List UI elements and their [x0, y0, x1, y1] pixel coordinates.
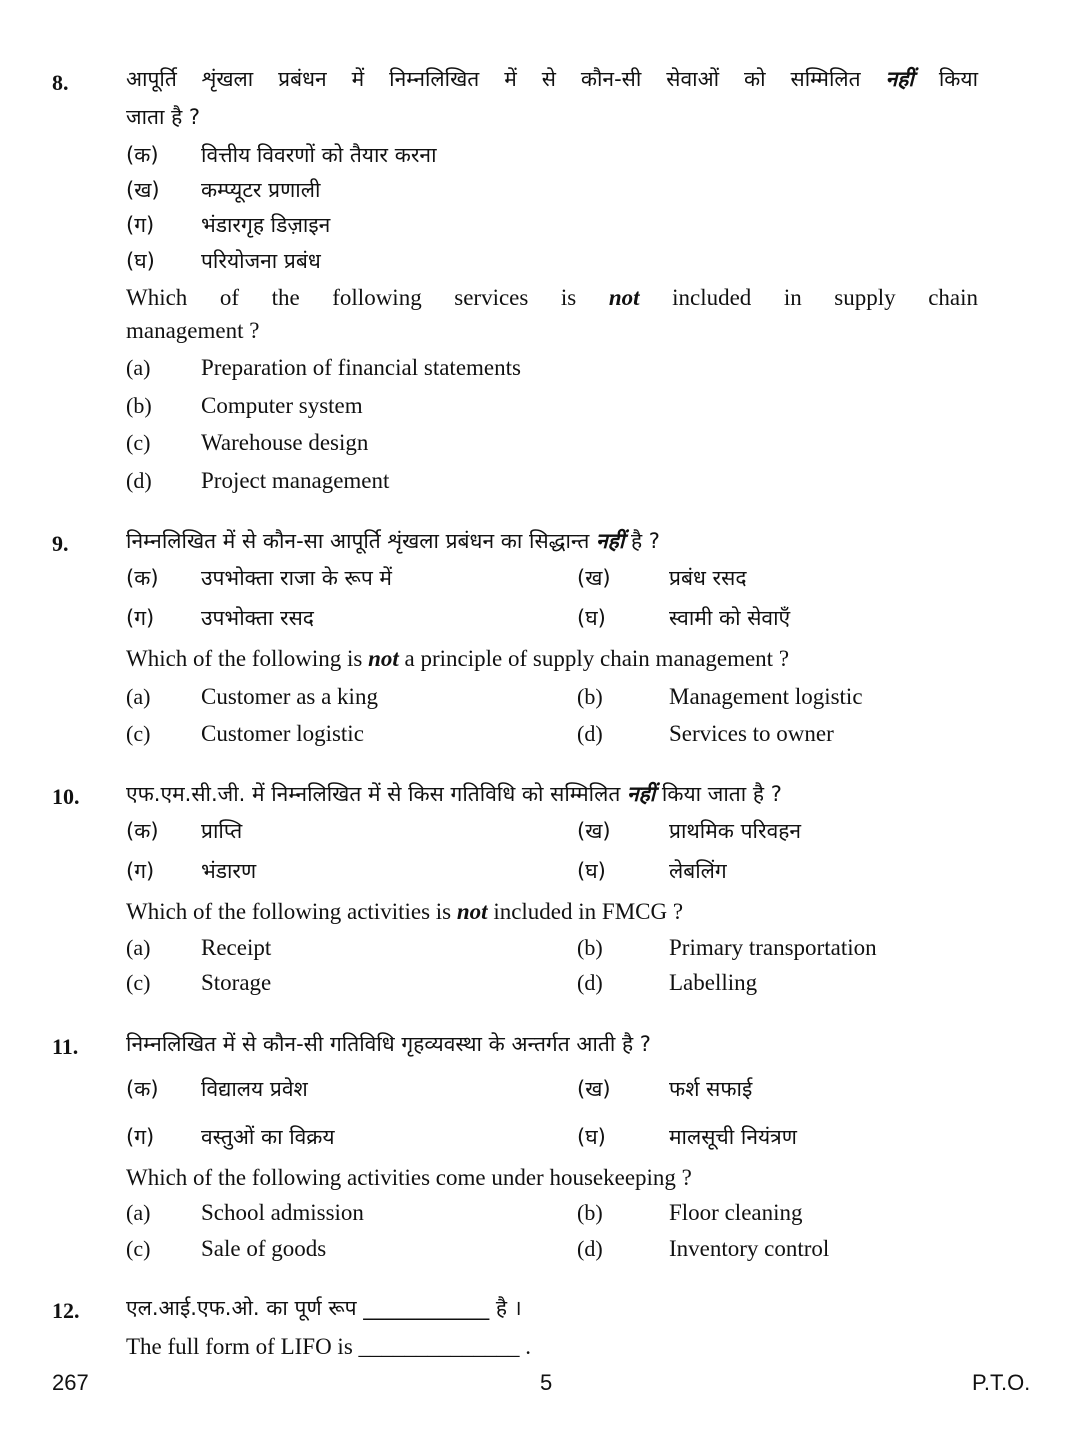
question-number: 10.: [52, 784, 80, 809]
question-text-part: किया जाता है ?: [661, 782, 782, 806]
option-label: (घ): [577, 1125, 606, 1149]
question-text-english: Which of the following activities come under housekeeping ?: [126, 1165, 692, 1190]
option-text: Floor cleaning: [669, 1200, 803, 1225]
option-text: फर्श सफाई: [669, 1077, 753, 1101]
question-text-hindi: [126, 779, 782, 809]
question-text-hindi: निम्नलिखित में से कौन-सी गतिविधि गृहव्यवस्था के अन्तर्गत आती है ?: [126, 1032, 651, 1056]
question-number: 12.: [52, 1298, 80, 1323]
option-label: (घ): [126, 249, 155, 273]
option-label: (क): [126, 143, 159, 167]
option-label: (a): [126, 355, 151, 380]
option-label: (c): [126, 970, 151, 995]
question-number: 11.: [52, 1034, 79, 1059]
option-label: (c): [126, 1236, 151, 1261]
option-label: (ख): [577, 566, 611, 590]
option-text: स्वामी को सेवाएँ: [669, 606, 791, 630]
option-text: उपभोक्ता राजा के रूप में: [201, 566, 392, 590]
option-text: Sale of goods: [201, 1236, 327, 1261]
option-label: (घ): [577, 606, 606, 630]
option-text: वित्तीय विवरणों को तैयार करना: [201, 143, 437, 167]
question-text-english: [126, 644, 789, 674]
question-text-part: निम्नलिखित में से कौन-सा आपूर्ति शृंखला प्रबंधन का सिद्धान्त: [126, 529, 590, 553]
page-number: 5: [540, 1370, 553, 1395]
question-text-hindi-cont: जाता है ?: [126, 105, 201, 129]
question-text-part: एफ.एम.सी.जी. में निम्नलिखित में से किस गतिविधि को सम्मिलित: [126, 782, 621, 806]
question-text-part: है ?: [630, 529, 660, 553]
option-label: (क): [126, 566, 159, 590]
option-text: Project management: [201, 468, 390, 493]
question-number: 9.: [52, 531, 69, 556]
negation-emphasis: नहीं: [596, 529, 625, 553]
option-label: (a): [126, 935, 151, 960]
question-text-part: included in supply chain: [672, 285, 979, 310]
question-text-english: The full form of LIFO is ______________ .: [126, 1334, 532, 1359]
negation-emphasis: नहीं: [626, 782, 656, 806]
question-text-part: Which of the following services is: [126, 285, 577, 310]
option-text: Preparation of financial statements: [201, 355, 521, 380]
option-label: (b): [577, 684, 603, 709]
option-text: लेबलिंग: [669, 859, 727, 883]
option-text: School admission: [201, 1200, 364, 1225]
option-text: भंडारण: [201, 859, 257, 883]
negation-emphasis: नहीं: [885, 67, 914, 91]
option-text: Storage: [201, 970, 272, 995]
option-text: प्रबंध रसद: [669, 566, 747, 590]
question-text-part: किया: [938, 67, 979, 91]
option-text: भंडारगृह डिज़ाइन: [201, 213, 331, 237]
option-text: मालसूची नियंत्रण: [669, 1125, 797, 1149]
question-number: 8.: [52, 70, 69, 95]
option-label: (b): [577, 1200, 603, 1225]
negation-emphasis: not: [456, 899, 488, 924]
option-label: (a): [126, 684, 151, 709]
question-text-hindi: [126, 64, 978, 94]
option-text: Receipt: [201, 935, 272, 960]
option-label: (b): [577, 935, 603, 960]
option-text: उपभोक्ता रसद: [201, 606, 314, 630]
option-label: (ख): [577, 1077, 611, 1101]
option-label: (ग): [126, 213, 155, 237]
option-text: परियोजना प्रबंध: [201, 249, 321, 273]
option-label: (ग): [126, 1125, 155, 1149]
option-text: Customer logistic: [201, 721, 364, 746]
option-text: Primary transportation: [669, 935, 877, 960]
option-text: Customer as a king: [201, 684, 378, 709]
question-text-part: Which of the following is: [126, 646, 363, 671]
option-text: Services to owner: [669, 721, 834, 746]
option-label: (घ): [577, 859, 606, 883]
option-text: Inventory control: [669, 1236, 830, 1261]
option-text: Computer system: [201, 393, 363, 418]
option-label: (ग): [126, 859, 155, 883]
option-text: कम्प्यूटर प्रणाली: [201, 178, 321, 202]
option-label: (c): [126, 430, 151, 455]
option-text: Labelling: [669, 970, 758, 995]
question-text-part: included in FMCG ?: [493, 899, 684, 924]
option-label: (क): [126, 1077, 159, 1101]
option-text: Management logistic: [669, 684, 863, 709]
question-text-part: a principle of supply chain management ?: [404, 646, 790, 671]
option-text: प्राथमिक परिवहन: [669, 819, 802, 843]
question-text-part: Which of the following activities is: [126, 899, 452, 924]
option-label: (d): [577, 1236, 603, 1261]
option-label: (ग): [126, 606, 155, 630]
question-text-hindi: एल.आई.एफ.ओ. का पूर्ण रूप ____________ है ।: [126, 1296, 522, 1320]
option-label: (b): [126, 393, 152, 418]
option-label: (d): [577, 970, 603, 995]
option-text: वस्तुओं का विक्रय: [201, 1125, 335, 1149]
negation-emphasis: not: [368, 646, 399, 671]
negation-emphasis: not: [608, 285, 640, 310]
option-label: (ख): [577, 819, 611, 843]
option-label: (a): [126, 1200, 151, 1225]
option-label: (ख): [126, 178, 160, 202]
option-label: (c): [126, 721, 151, 746]
question-text-part: आपूर्ति शृंखला प्रबंधन में निम्नलिखित में से कौन-सी सेवाओं को सम्मिलित: [126, 67, 861, 91]
question-text-english: [126, 283, 978, 313]
option-text: Warehouse design: [201, 430, 369, 455]
option-label: (क): [126, 819, 159, 843]
option-label: (d): [126, 468, 152, 493]
question-text-hindi: [126, 526, 660, 556]
question-text-english: [126, 897, 683, 927]
option-text: प्राप्ति: [201, 819, 243, 843]
paper-code: 267: [52, 1370, 89, 1395]
question-text-english-cont: management ?: [126, 318, 260, 343]
pto-label: P.T.O.: [972, 1370, 1031, 1395]
option-text: विद्यालय प्रवेश: [201, 1077, 308, 1101]
option-label: (d): [577, 721, 603, 746]
